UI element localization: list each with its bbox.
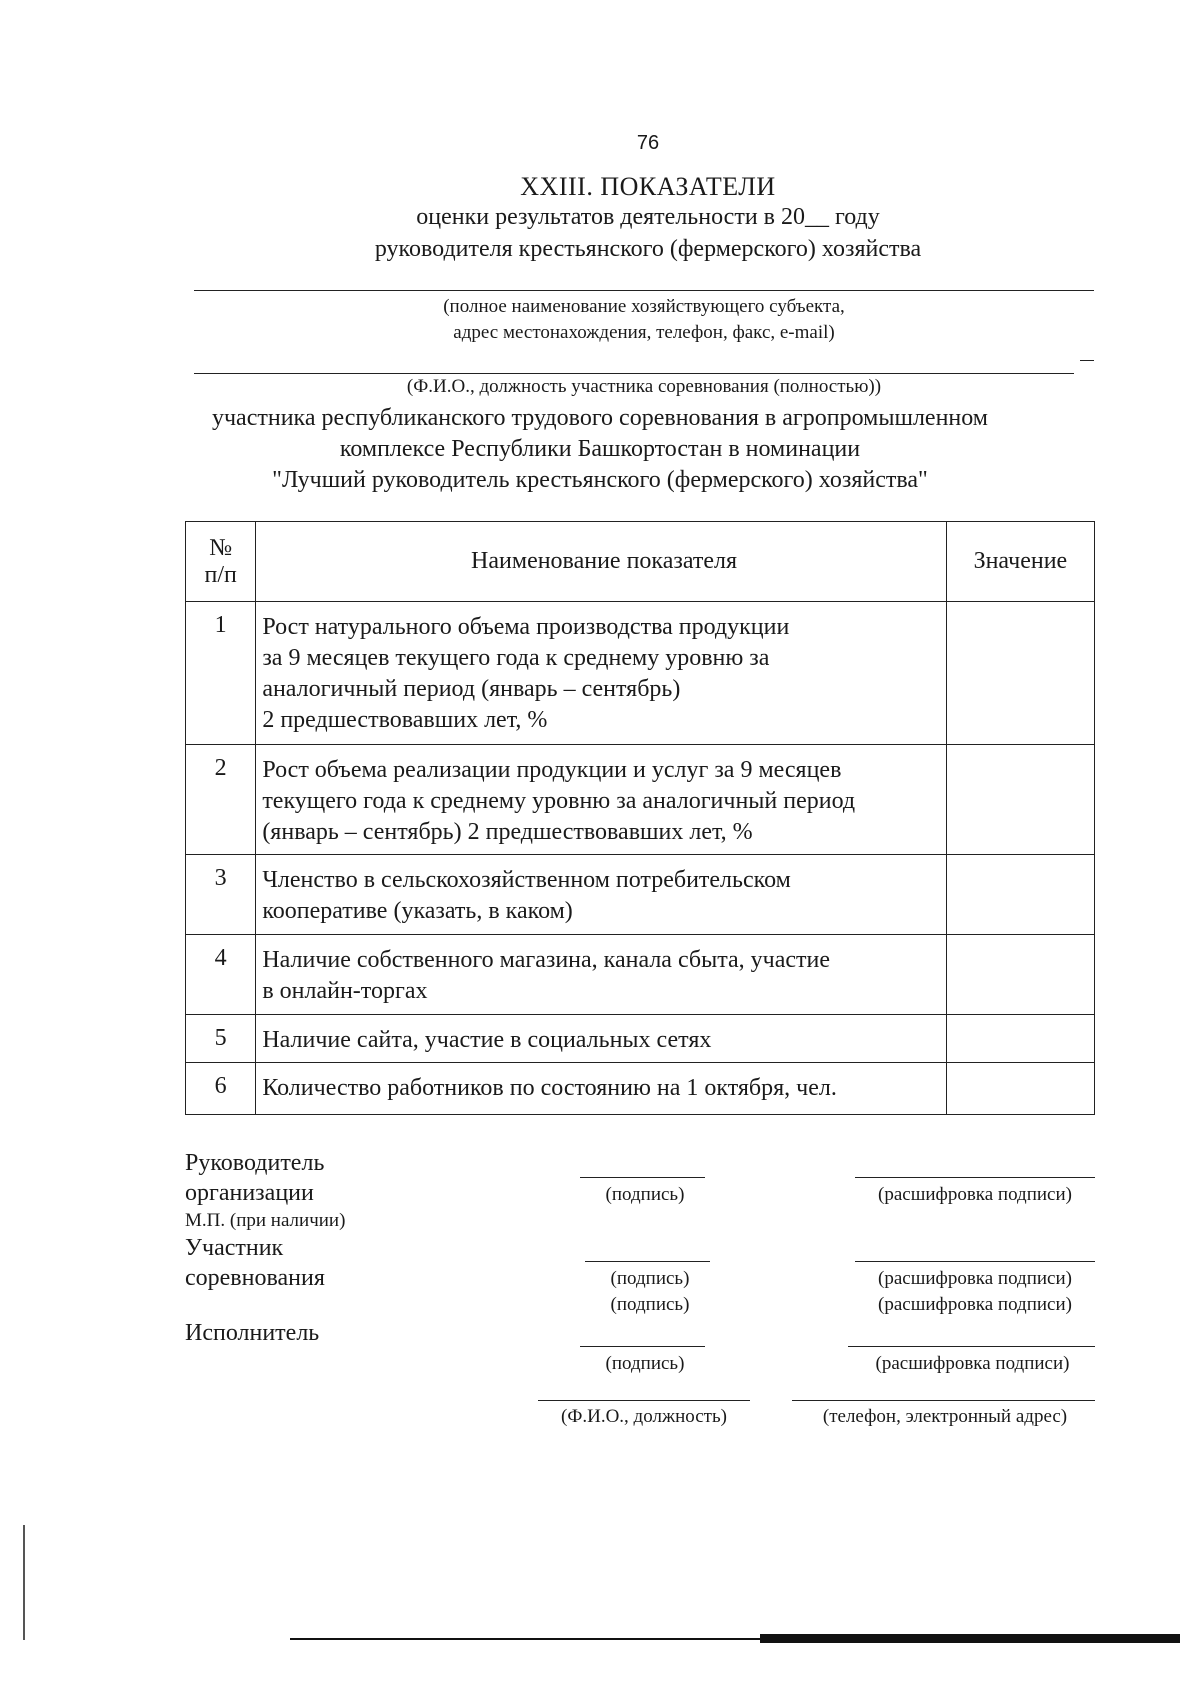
description-line2: комплексе Республики Башкортостан в номинации <box>339 436 861 462</box>
fio-position-line[interactable] <box>538 1400 750 1401</box>
table-row <box>186 1015 1095 1063</box>
contact-line[interactable] <box>792 1400 1095 1401</box>
table-row <box>186 935 1095 1015</box>
row-indicator-name <box>256 855 946 935</box>
participant-signature-line[interactable] <box>585 1261 710 1262</box>
participant-caption: (Ф.И.О., должность участника соревнования (полностью)) <box>406 376 882 397</box>
participant-decoding-caption: (расшифровка подписи) <box>878 1268 1072 1289</box>
row-line: в онлайн-торгах <box>262 978 428 1004</box>
row-value-cell[interactable] <box>946 935 1094 1015</box>
executor-signature-caption: (подпись) <box>605 1353 685 1374</box>
row-value-cell[interactable] <box>946 855 1094 935</box>
row-value-cell[interactable] <box>946 1063 1094 1115</box>
row-number: 1 <box>186 602 256 745</box>
description-line1: участника республиканского трудового соревнования в агропромышленном <box>211 405 988 431</box>
participant-name-blank-line <box>194 373 1074 374</box>
row-number: 3 <box>186 855 256 935</box>
executor-label: Исполнитель <box>185 1320 320 1346</box>
row-indicator-name <box>256 1063 946 1115</box>
executor-signature-line[interactable] <box>580 1346 705 1347</box>
row-number: 4 <box>186 935 256 1015</box>
entity-name-blank-line <box>194 290 1094 291</box>
row-line: 2 предшествовавших лет, % <box>262 707 548 733</box>
participant-signature-caption: (подпись) <box>610 1268 690 1289</box>
head-label-line1: Руководитель <box>185 1150 325 1176</box>
contact-caption: (телефон, электронный адрес) <box>822 1406 1068 1427</box>
document-subtitle-line2: руководителя крестьянского (фермерского) хозяйства <box>374 236 922 262</box>
row-line: Количество работников по состоянию на 1 октября, чел. <box>262 1075 837 1101</box>
row-line: Членство в сельскохозяйственном потребительском <box>262 867 791 893</box>
head-signature-caption: (подпись) <box>605 1184 685 1205</box>
row-line: кооперативе (указать, в каком) <box>262 898 573 924</box>
table-row <box>186 855 1095 935</box>
header-value: Значение <box>946 522 1094 602</box>
row-line: Рост натурального объема производства продукции <box>262 614 790 640</box>
row-line: текущего года к среднему уровню за аналогичный период <box>262 788 856 814</box>
row-indicator-name <box>256 602 946 745</box>
table-header-row <box>186 522 1095 602</box>
row-number: 2 <box>186 745 256 855</box>
row-value-cell[interactable] <box>946 1015 1094 1063</box>
row-line: Наличие собственного магазина, канала сбыта, участие <box>262 947 831 973</box>
table-row <box>186 602 1095 745</box>
fio-position-caption: (Ф.И.О., должность) <box>561 1406 727 1427</box>
table-row <box>186 745 1095 855</box>
header-indicator-name: Наименование показателя <box>256 522 946 602</box>
participant-signature-caption-2: (подпись) <box>610 1294 690 1315</box>
entity-caption-line2: адрес местонахождения, телефон, факс, e-mail) <box>453 322 835 343</box>
row-indicator-name <box>256 935 946 1015</box>
participant-label-line2: соревнования <box>185 1265 325 1291</box>
participant-decoding-line[interactable] <box>855 1261 1095 1262</box>
row-line: аналогичный период (январь – сентябрь) <box>262 676 681 702</box>
blank-line-tail <box>1080 360 1094 361</box>
page-number: 76 <box>636 132 660 154</box>
row-indicator-name <box>256 1015 946 1063</box>
row-line: Рост объема реализации продукции и услуг за 9 месяцев <box>262 757 842 783</box>
head-label-line2: организации <box>185 1180 314 1206</box>
row-indicator-name <box>256 745 946 855</box>
executor-decoding-line[interactable] <box>848 1346 1095 1347</box>
header-number <box>186 522 256 602</box>
row-number: 6 <box>186 1063 256 1115</box>
description-line3: "Лучший руководитель крестьянского (фермерского) хозяйства" <box>272 467 928 493</box>
scan-edge-mark <box>23 1525 25 1640</box>
participant-decoding-caption-2: (расшифровка подписи) <box>878 1294 1072 1315</box>
row-value-cell[interactable] <box>946 602 1094 745</box>
seal-label: М.П. (при наличии) <box>185 1210 346 1231</box>
row-value-cell[interactable] <box>946 745 1094 855</box>
document-subtitle-line1: оценки результатов деятельности в 20__ году <box>416 204 880 230</box>
row-line: Наличие сайта, участие в социальных сетях <box>262 1027 712 1053</box>
executor-decoding-caption: (расшифровка подписи) <box>875 1353 1070 1374</box>
indicators-table <box>185 521 1095 1115</box>
row-line: за 9 месяцев текущего года к среднему уровню за <box>262 645 770 671</box>
entity-caption-line1: (полное наименование хозяйствующего субъекта, <box>443 296 845 317</box>
row-number: 5 <box>186 1015 256 1063</box>
head-decoding-caption: (расшифровка подписи) <box>878 1184 1072 1205</box>
row-line: (январь – сентябрь) 2 предшествовавших лет, % <box>262 819 753 845</box>
document-title: XXIII. ПОКАЗАТЕЛИ <box>520 172 776 201</box>
header-number-symbol: № <box>209 534 233 561</box>
head-signature-line[interactable] <box>580 1177 705 1178</box>
header-number-abbrev: п/п <box>204 561 237 588</box>
table-row <box>186 1063 1095 1115</box>
scan-bottom-bar <box>760 1634 1180 1643</box>
head-decoding-line[interactable] <box>855 1177 1095 1178</box>
participant-label-line1: Участник <box>185 1235 284 1261</box>
